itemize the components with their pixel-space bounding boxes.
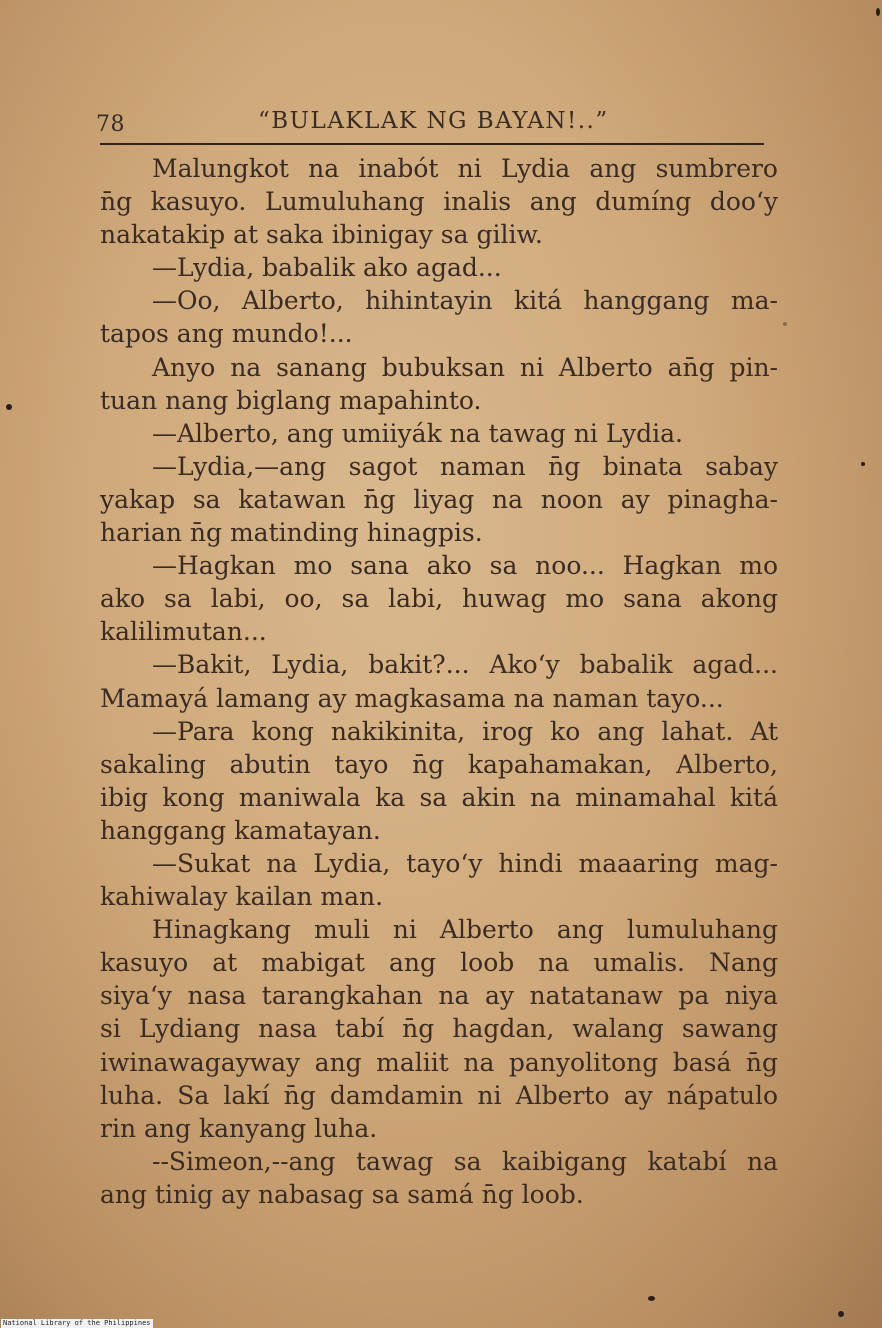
text-line: nakatakip at saka ibinigay sa giliw. [100, 220, 543, 250]
text-line: kahiwalay kailan man. [100, 882, 384, 912]
text-line: —Lydia,—ang sagot naman n̄g binata sabay [152, 451, 778, 481]
text-line: tuan nang biglang mapahinto. [100, 385, 482, 415]
body-text [100, 152, 778, 1211]
text-line: siya‘y nasa tarangkahan na ay natatanaw pa niya [100, 981, 778, 1011]
text-line: iwinawagayway ang maliit na panyolitong basá n̄g [100, 1047, 778, 1077]
text-line: —Oo, Alberto, hihintayin kitá hanggang ma- [152, 286, 778, 316]
text-line: hanggang kamatayan. [100, 815, 381, 845]
text-line: Anyo na sanang bubuksan ni Alberto an̄g pin- [152, 352, 778, 382]
running-title: “BULAKLAK NG BAYAN!..” [258, 108, 609, 134]
text-line: kalilimutan... [100, 617, 267, 647]
text-line: kasuyo at mabigat ang loob na umalis. Nang [100, 948, 778, 978]
text-line: —Sukat na Lydia, tayo‘y hindi maaaring mag- [152, 848, 778, 878]
text-line: tapos ang mundo!... [100, 319, 353, 349]
text-line: —Lydia, babalik ako agad... [152, 253, 502, 283]
text-line: si Lydiang nasa tabí n̄g hagdan, walang sawang [100, 1014, 778, 1044]
text-line: luha. Sa lakí n̄g damdamin ni Alberto ay nápatulo [100, 1080, 778, 1110]
text-line: yakap sa katawan n̄g liyag na noon ay pinagha- [100, 484, 778, 514]
text-line: ang tinig ay nabasag sa samá n̄g loob. [100, 1179, 584, 1209]
text-line: harian n̄g matinding hinagpis. [100, 518, 483, 548]
text-line: n̄g kasuyo. Lumuluhang inalis ang dumíng doo‘y [100, 187, 778, 217]
text-line: —Hagkan mo sana ako sa noo... Hagkan mo [152, 551, 778, 581]
page-header [96, 108, 764, 142]
text-line: —Bakit, Lydia, bakit?... Ako‘y babalik agad... [152, 650, 778, 680]
text-line: —Para kong nakikinita, irog ko ang lahat. At [152, 716, 778, 746]
text-line: Mamayá lamang ay magkasama na naman tayo... [100, 683, 724, 713]
text-line: --Simeon,--ang tawag sa kaibigang katabí na [152, 1146, 778, 1176]
text-line: —Alberto, ang umiiyák na tawag ni Lydia. [152, 418, 684, 448]
header-rule [100, 143, 764, 145]
footer-credit: National Library of the Philippines [3, 1319, 151, 1327]
page-number: 78 [96, 112, 125, 137]
text-line: ibig kong maniwala ka sa akin na minamahal kitá [100, 782, 778, 812]
text-line: sakaling abutin tayo n̄g kapahamakan, Alberto, [100, 749, 778, 779]
text-line: ako sa labi, oo, sa labi, huwag mo sana akong [100, 584, 778, 614]
text-line: Hinagkang muli ni Alberto ang lumuluhang [152, 915, 778, 945]
text-line: rin ang kanyang luha. [100, 1113, 378, 1143]
text-line: Malungkot na inabót ni Lydia ang sumbrero [152, 154, 778, 183]
